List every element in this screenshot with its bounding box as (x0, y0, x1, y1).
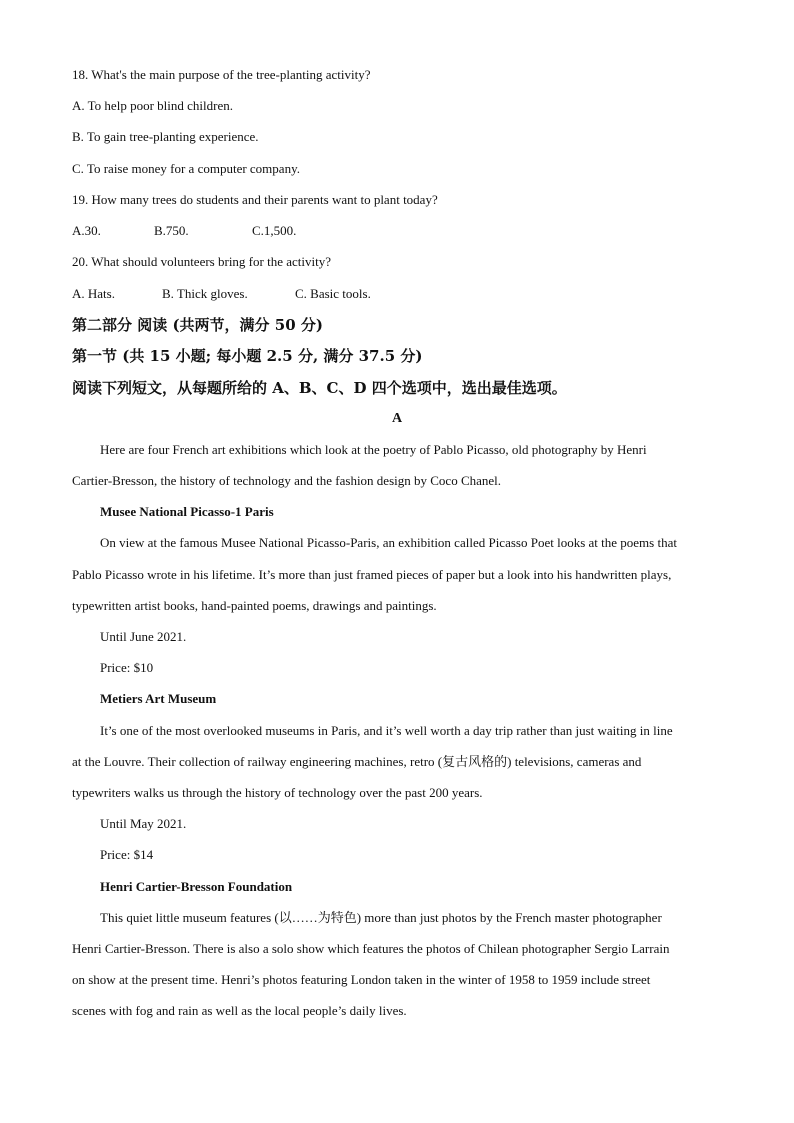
exhibit-2-until: Until May 2021. (100, 816, 187, 831)
question-18-option-c: C. To raise money for a computer company. (72, 161, 300, 176)
question-19-option-c: C.1,500. (252, 223, 297, 238)
question-18-stem: 18. What's the main purpose of the tree-planting activity? (72, 67, 371, 82)
passage-intro-line-2: Cartier-Bresson, the history of technology and the fashion design by Coco Chanel. (72, 473, 502, 488)
question-19-options (72, 222, 296, 240)
exhibit-1-price: Price: $10 (100, 660, 154, 675)
exhibit-2-line-2: at the Louvre. Their collection of railway engineering machines, retro (复古风格的) televisions, cameras and (72, 754, 642, 769)
section-heading-section1: 第一节 (共 15 小题; 每小题 2.5 分, 满分 37.5 分) (72, 347, 423, 365)
question-19-stem: 19. How many trees do students and their parents want to plant today? (72, 192, 438, 207)
question-19-option-b: B.750. (154, 223, 189, 238)
question-18-option-b: B. To gain tree-planting experience. (72, 129, 259, 144)
exhibit-1-line-3: typewritten artist books, hand-painted poems, drawings and paintings. (72, 598, 437, 613)
exhibit-3-line-3: on show at the present time. Henri’s photos featuring London taken in the winter of 1958 to 1959 include street (72, 972, 651, 987)
exhibit-2-title: Metiers Art Museum (100, 691, 217, 706)
question-20-option-a: A. Hats. (72, 286, 115, 301)
passage-intro-line-1: Here are four French art exhibitions which look at the poetry of Pablo Picasso, old photography by Henri (100, 442, 647, 457)
question-20-options (72, 285, 371, 303)
question-19-option-a: A.30. (72, 223, 101, 238)
exhibit-2-price: Price: $14 (100, 847, 154, 862)
question-20-stem: 20. What should volunteers bring for the activity? (72, 254, 331, 269)
section-heading-part2: 第二部分 阅读 (共两节，满分 50 分) (72, 316, 323, 334)
exhibit-3-line-4: scenes with fog and rain as well as the local people’s daily lives. (72, 1003, 407, 1018)
exhibit-1-line-2: Pablo Picasso wrote in his lifetime. It’s more than just framed pieces of paper but a look into his handwritten plays, (72, 567, 672, 582)
exhibit-1-until: Until June 2021. (100, 629, 187, 644)
passage-label: A (391, 411, 403, 426)
exhibit-1-title: Musee National Picasso-1 Paris (100, 504, 274, 519)
question-18-option-a: A. To help poor blind children. (72, 98, 233, 113)
exhibit-2-line-1: It’s one of the most overlooked museums in Paris, and it’s well worth a day trip rather than just waiting in line (100, 723, 673, 738)
question-20-option-c: C. Basic tools. (295, 286, 371, 301)
exhibit-3-title: Henri Cartier-Bresson Foundation (100, 879, 293, 894)
section-instruction: 阅读下列短文，从每题所给的 A、B、C、D 四个选项中，选出最佳选项。 (72, 379, 567, 397)
exhibit-3-line-2: Henri Cartier-Bresson. There is also a solo show which features the photos of Chilean photographer Sergio Larrain (72, 941, 670, 956)
exhibit-3-line-1: This quiet little museum features (以……为特色) more than just photos by the French master photographer (100, 910, 662, 925)
exhibit-1-line-1: On view at the famous Musee National Picasso-Paris, an exhibition called Picasso Poet looks at the poems that (100, 535, 677, 550)
exhibit-2-line-3: typewriters walks us through the history of technology over the past 200 years. (72, 785, 483, 800)
question-20-option-b: B. Thick gloves. (162, 286, 248, 301)
